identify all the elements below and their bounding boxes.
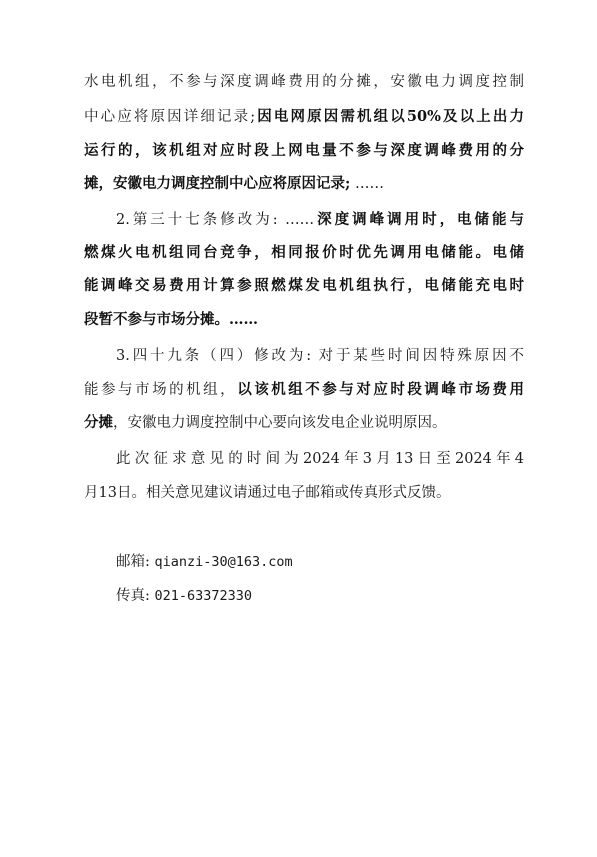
paragraph-line-5 xyxy=(116,210,524,230)
email-label: 邮箱: xyxy=(116,554,150,570)
text-run: …… xyxy=(350,176,384,192)
bold-text-run: 摊，安徽电力调度控制中心应将原因记录; xyxy=(84,175,351,192)
bold-text-run: 深度调峰调用时，电储能与 xyxy=(314,211,525,228)
paragraph-line-8 xyxy=(84,310,524,330)
bold-text-run: 因电网原因需机组以50%及以上出力 xyxy=(255,108,524,125)
paragraph-line-12 xyxy=(116,449,524,469)
text-run: 能参与市场的机组， xyxy=(84,382,238,398)
text-run: 2.第三十七条修改为: …… xyxy=(116,212,315,228)
text-run: 此次征求意见的时间为2024年3月13日至2024年4 xyxy=(116,451,524,467)
email-contact xyxy=(116,552,293,572)
paragraph-line-10 xyxy=(84,380,524,400)
fax-contact xyxy=(116,586,252,606)
fax-label: 传真: xyxy=(116,588,150,604)
bold-text-run: 段暂不参与市场分摊。…… xyxy=(84,311,258,328)
paragraph-line-1 xyxy=(84,72,524,92)
bold-text-run: 分摊 xyxy=(84,414,113,431)
paragraph-line-13 xyxy=(84,483,524,503)
paragraph-line-9 xyxy=(116,346,524,366)
bold-text-run: 以该机组不参与对应时段调峰市场费用 xyxy=(237,381,525,398)
text-run: 水电机组，不参与深度调峰费用的分摊，安徽电力调度控制 xyxy=(84,74,524,90)
paragraph-line-6 xyxy=(84,243,524,263)
bold-text-run: 运行的，该机组对应时段上网电量不参与深度调峰费用的分 xyxy=(84,142,524,159)
bold-text-run: 能调峰交易费用计算参照燃煤发电机组执行，电储能充电时 xyxy=(84,277,524,294)
text-run: 月13日。相关意见建议请通过电子邮箱或传真形式反馈。 xyxy=(84,485,451,501)
paragraph-line-11 xyxy=(84,413,524,433)
paragraph-line-3 xyxy=(84,141,524,161)
text-run: 中心应将原因详细记录; xyxy=(84,109,256,125)
paragraph-line-4 xyxy=(84,174,524,194)
text-run: ，安徽电力调度控制中心要向该发电企业说明原因。 xyxy=(113,415,447,431)
paragraph-line-2 xyxy=(84,107,524,127)
bold-text-run: 燃煤火电机组同台竞争，相同报价时优先调用电储能。电储 xyxy=(84,244,524,261)
email-address[interactable]: qianzi-30@163.com xyxy=(154,554,293,570)
fax-number: 021-63372330 xyxy=(154,588,253,604)
paragraph-line-7 xyxy=(84,276,524,296)
text-run: 3.四十九条（四）修改为: 对于某些时间因特殊原因不 xyxy=(116,348,524,364)
